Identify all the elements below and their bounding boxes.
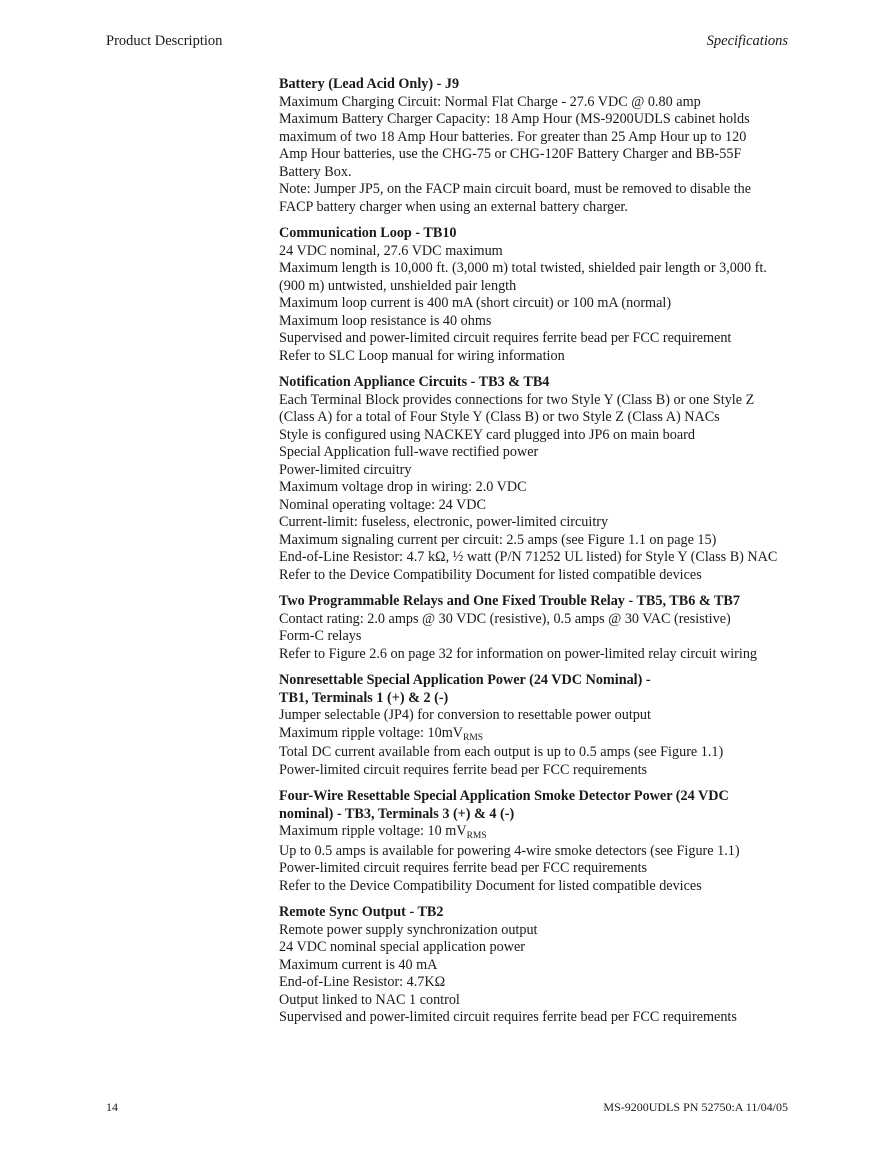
document-id: MS-9200UDLS PN 52750:A 11/04/05 (603, 1100, 788, 1114)
subscript-unit: RMS (463, 732, 484, 743)
spec-line: Special Application full-wave rectified power (279, 444, 539, 460)
header-chapter-title: Specifications (706, 33, 788, 49)
spec-line: Maximum Battery Charger Capacity: 18 Amp Hour (MS-9200UDLS cabinet holds (279, 111, 750, 127)
spec-line: Amp Hour batteries, use the CHG-75 or CHG-120F Battery Charger and BB-55F (279, 146, 742, 162)
spec-line-text: Maximum ripple voltage: 10 mV (279, 823, 467, 839)
spec-line: (900 m) untwisted, unshielded pair length (279, 277, 517, 294)
section-heading: Battery (Lead Acid Only) - J9 (279, 76, 460, 92)
spec-section (279, 374, 809, 584)
spec-line: Battery Box. (279, 163, 352, 180)
spec-line: maximum of two 18 Amp Hour batteries. For greater than 25 Amp Hour up to 120 (279, 128, 747, 145)
section-heading: Notification Appliance Circuits - TB3 & TB4 (279, 374, 550, 390)
spec-line: Form-C relays (279, 628, 362, 644)
spec-line: Supervised and power-limited circuit requires ferrite bead per FCC requirements (279, 1009, 737, 1025)
spec-line-text: Maximum ripple voltage: 10mV (279, 724, 464, 741)
spec-line: FACP battery charger when using an external battery charger. (279, 198, 628, 215)
section-heading: Communication Loop - TB10 (279, 225, 457, 241)
page-number: 14 (106, 1100, 118, 1114)
spec-line (279, 823, 809, 843)
spec-line: Maximum current is 40 mA (279, 956, 438, 973)
section-heading: Nonresettable Special Application Power (24 VDC Nominal) - (279, 672, 651, 688)
spec-line: Refer to Figure 2.6 on page 32 for information on power-limited relay circuit wiring (279, 645, 758, 662)
spec-line: Power-limited circuit requires ferrite bead per FCC requirements (279, 860, 648, 876)
spec-line (279, 725, 809, 745)
spec-line: Up to 0.5 amps is available for powering 4-wire smoke detectors (see Figure 1.1) (279, 842, 740, 859)
section-heading: Two Programmable Relays and One Fixed Trouble Relay - TB5, TB6 & TB7 (279, 593, 740, 609)
spec-line: Power-limited circuitry (279, 461, 412, 478)
spec-line: Refer to the Device Compatibility Document for listed compatible devices (279, 566, 702, 583)
spec-line: Maximum length is 10,000 ft. (3,000 m) total twisted, shielded pair length or 3,000 ft. (279, 260, 767, 276)
spec-line: Remote power supply synchronization output (279, 921, 538, 938)
spec-line: Output linked to NAC 1 control (279, 991, 460, 1008)
section-heading: Remote Sync Output - TB2 (279, 904, 444, 920)
spec-line: End-of-Line Resistor: 4.7KΩ (279, 974, 446, 990)
spec-section (279, 788, 809, 895)
spec-section (279, 76, 809, 216)
subscript-unit: RMS (466, 831, 487, 841)
spec-line: Maximum Charging Circuit: Normal Flat Charge - 27.6 VDC @ 0.80 amp (279, 93, 701, 110)
spec-line: Note: Jumper JP5, on the FACP main circuit board, must be removed to disable the (279, 181, 752, 197)
spec-section (279, 593, 809, 663)
spec-line: Power-limited circuit requires ferrite bead per FCC requirements (279, 761, 648, 778)
spec-line: Style is configured using NACKEY card plugged into JP6 on main board (279, 426, 695, 443)
section-heading: TB1, Terminals 1 (+) & 2 (-) (279, 689, 449, 706)
spec-line: (Class A) for a total of Four Style Y (Class B) or two Style Z (Class A) NACs (279, 409, 720, 425)
spec-line: Supervised and power-limited circuit requires ferrite bead per FCC requirement (279, 330, 732, 346)
section-heading: Four-Wire Resettable Special Application Smoke Detector Power (24 VDC (279, 788, 729, 804)
spec-line: Maximum loop resistance is 40 ohms (279, 312, 492, 329)
specifications-body (279, 76, 809, 1036)
header-section-title: Product Description (106, 33, 223, 49)
spec-line: Each Terminal Block provides connections for two Style Y (Class B) or one Style Z (279, 391, 755, 408)
spec-line: Jumper selectable (JP4) for conversion to resettable power output (279, 707, 651, 723)
spec-section (279, 904, 809, 1027)
spec-line: Total DC current available from each output is up to 0.5 amps (see Figure 1.1) (279, 744, 724, 760)
spec-line: Maximum loop current is 400 mA (short circuit) or 100 mA (normal) (279, 295, 672, 311)
spec-line: End-of-Line Resistor: 4.7 kΩ, ½ watt (P/N 71252 UL listed) for Style Y (Class B) NAC (279, 549, 778, 565)
spec-line: Refer to SLC Loop manual for wiring information (279, 347, 565, 364)
spec-line: Maximum voltage drop in wiring: 2.0 VDC (279, 479, 527, 495)
spec-line: Contact rating: 2.0 amps @ 30 VDC (resistive), 0.5 amps @ 30 VAC (resistive) (279, 610, 731, 627)
spec-line: 24 VDC nominal special application power (279, 939, 525, 955)
section-heading: nominal) - TB3, Terminals 3 (+) & 4 (-) (279, 805, 515, 822)
spec-line: Current-limit: fuseless, electronic, power-limited circuitry (279, 514, 609, 530)
spec-section (279, 225, 809, 365)
spec-line: 24 VDC nominal, 27.6 VDC maximum (279, 242, 503, 259)
spec-line: Refer to the Device Compatibility Document for listed compatible devices (279, 877, 702, 894)
spec-line: Maximum signaling current per circuit: 2.5 amps (see Figure 1.1 on page 15) (279, 531, 717, 548)
spec-line: Nominal operating voltage: 24 VDC (279, 496, 487, 513)
spec-section (279, 672, 809, 779)
